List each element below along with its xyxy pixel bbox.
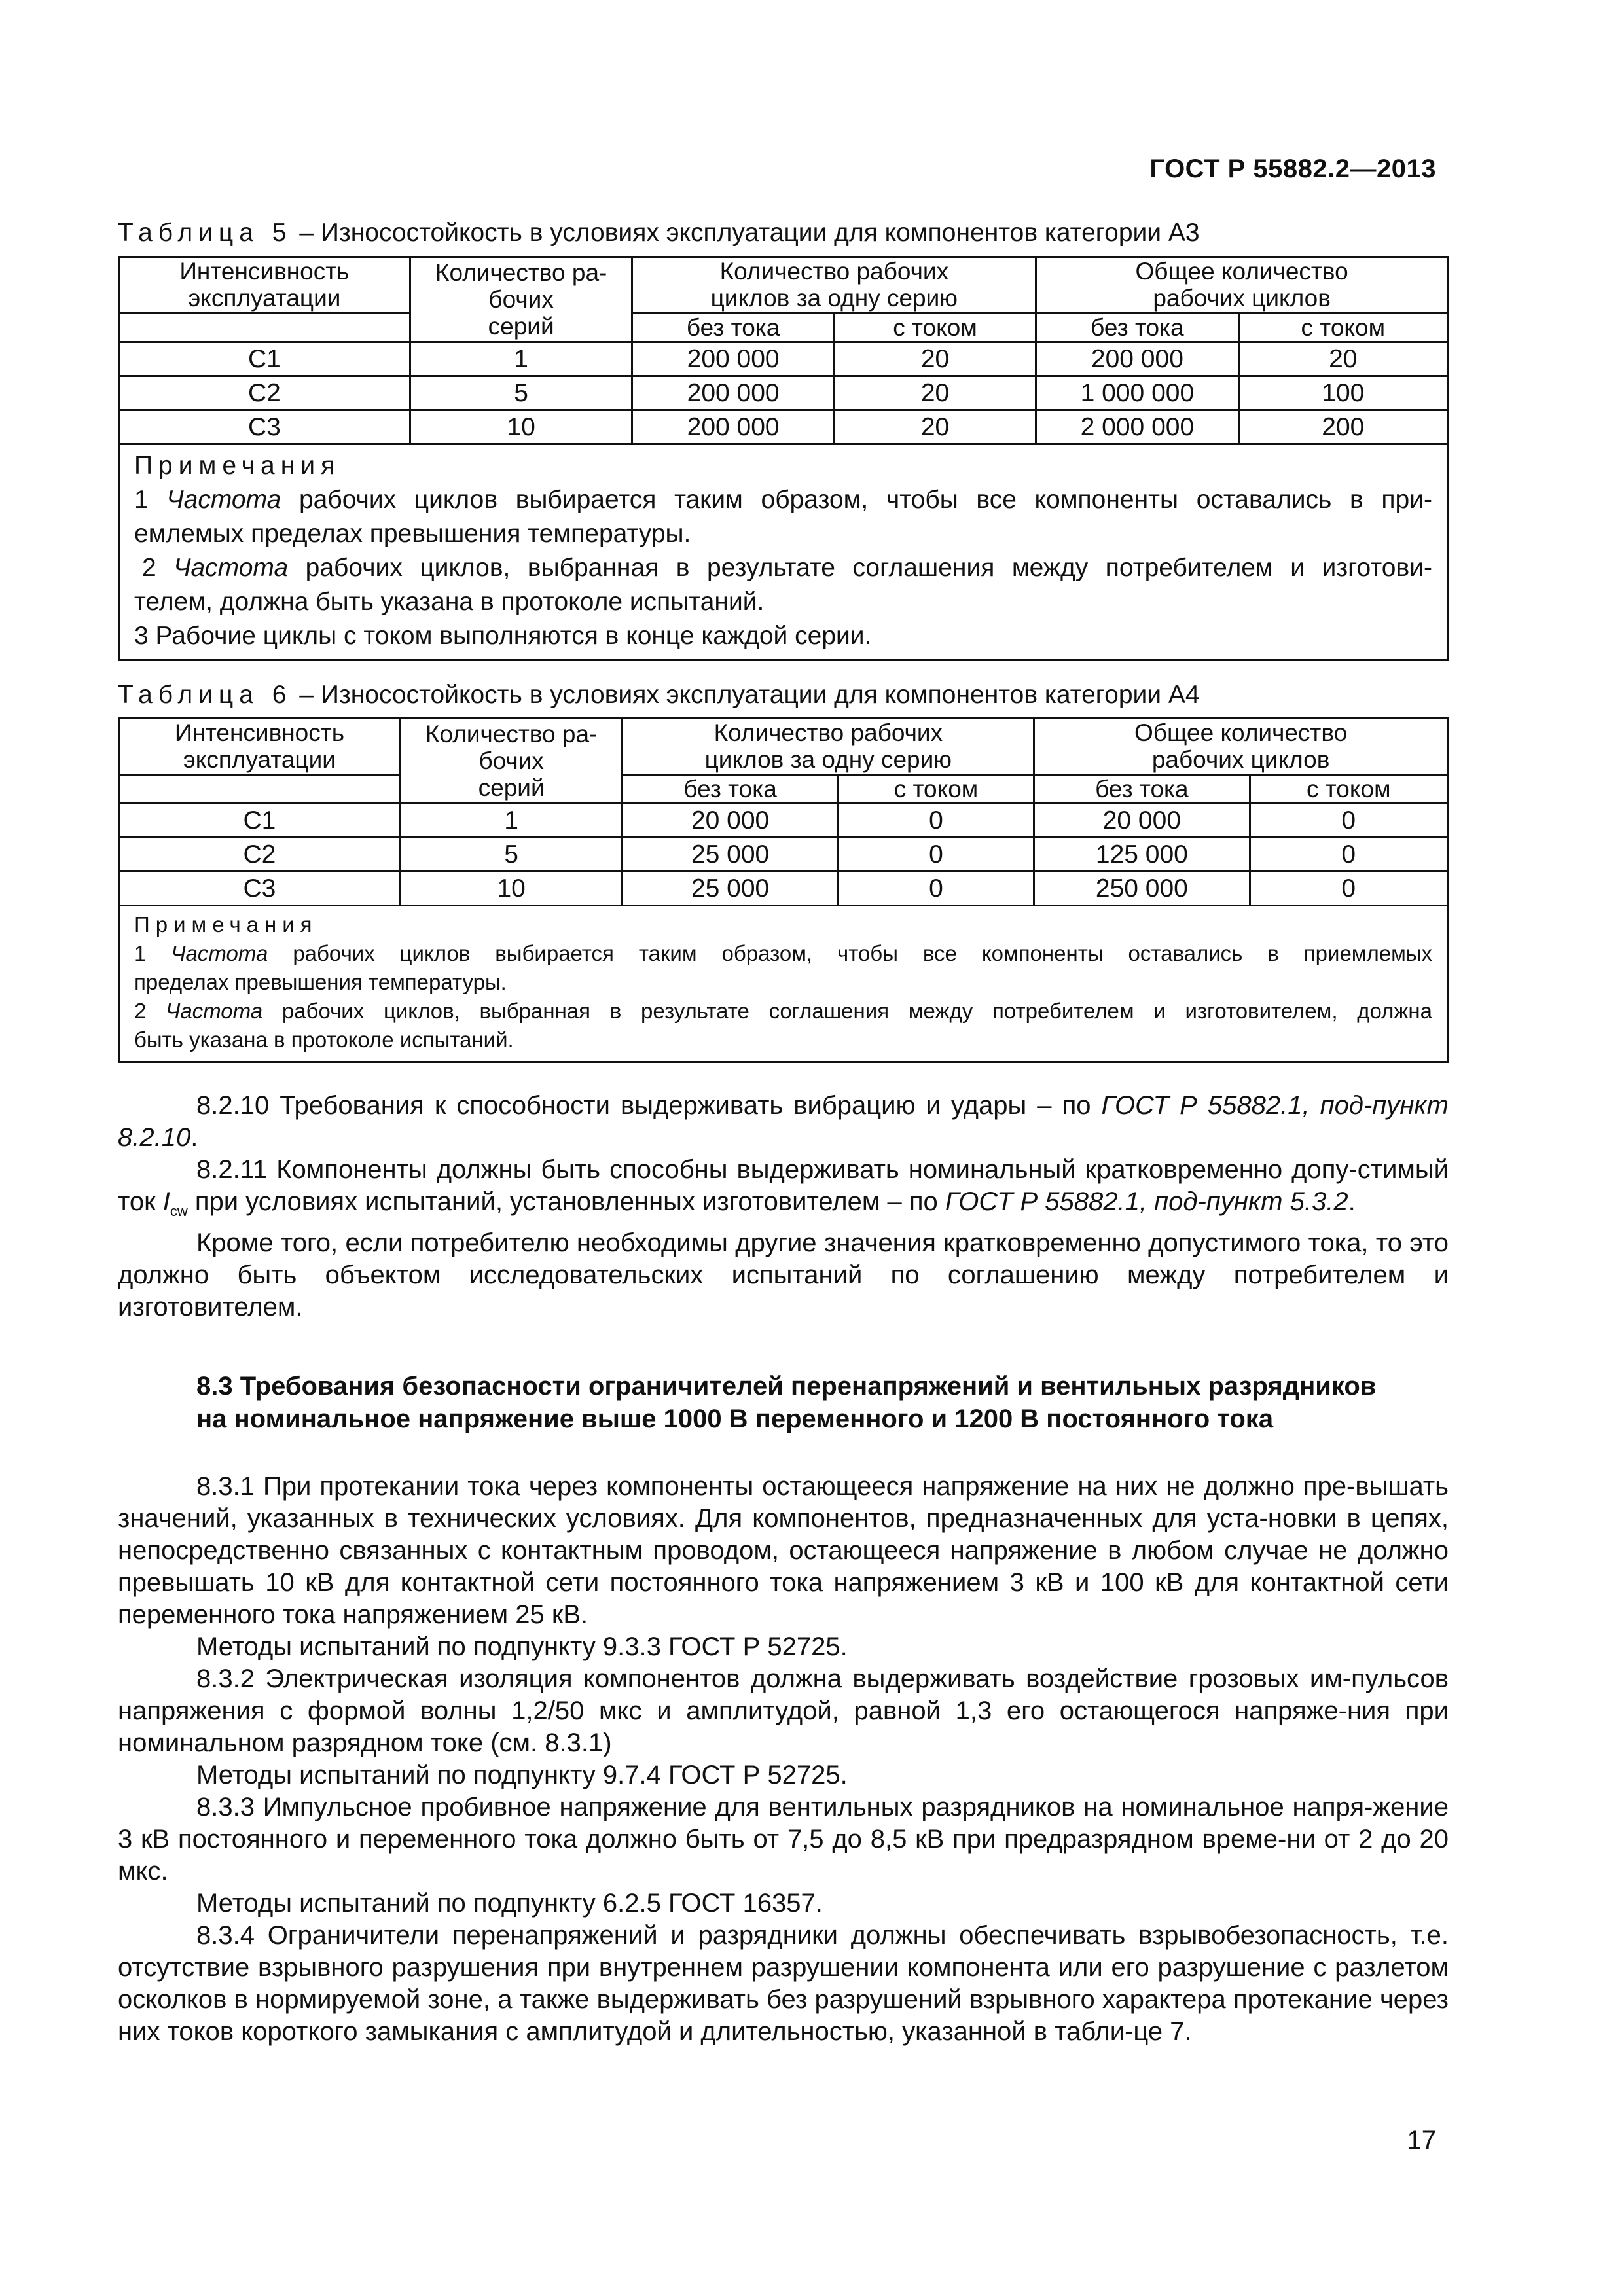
paragraph-text: 8.2.10 Требования к способности выдерживать вибрацию и удары – по <box>196 1091 1102 1120</box>
table6-header-intensity: Интенсивность эксплуатации <box>119 719 401 775</box>
table-row <box>119 804 1448 838</box>
table-cell: С2 <box>119 376 410 410</box>
table-cell: 25 000 <box>623 838 838 872</box>
table-cell: 20 000 <box>1034 804 1250 838</box>
table-cell: 200 000 <box>632 342 834 376</box>
section-8-3-body <box>118 1471 1449 2048</box>
table6 <box>118 717 1449 1063</box>
paragraph-8-3-3-methods: Методы испытаний по подпункту 6.2.5 ГОСТ 16357. <box>196 1889 823 1918</box>
note-2 <box>134 551 1432 585</box>
header-line: Количество ра- <box>425 720 598 747</box>
header-line: бочих <box>478 747 544 774</box>
table-cell: С3 <box>119 410 410 444</box>
standard-reference: ГОСТ Р 55882.1, под-пункт 5.3.2 <box>945 1187 1348 1216</box>
table-cell: 0 <box>838 838 1034 872</box>
header-line: Количество рабочих <box>713 719 943 746</box>
table-cell: 200 000 <box>632 410 834 444</box>
table5-caption-text: – Износостойкость в условиях эксплуатации для компонентов категории А3 <box>299 219 1200 247</box>
section-title-line: 8.3 Требования безопасности ограничителей перенапряжений и вентильных разрядников <box>196 1372 1377 1401</box>
paragraph-8-2-11 <box>118 1154 1449 1227</box>
table5-header-with-current: с током <box>834 313 1036 342</box>
table-cell: 0 <box>838 804 1034 838</box>
page-number: 17 <box>1407 2126 1436 2155</box>
note-number: 2 <box>134 998 147 1023</box>
table6-header-spacer <box>119 774 401 803</box>
note-text: рабочих циклов, выбранная в результате соглашения между потребителем и изготови- <box>305 553 1432 582</box>
paragraph-8-3-1: 8.3.1 При протекании тока через компоненты остающееся напряжение на них не должно пре-вышать значений, указанных в технических условиях. Для компонентов, предназначенных для уста-новки в цепях, непосредственно связанных с контактным проводом, остающееся напряжение в любом случае не должно превышать 10 кВ для контактной сети постоянного тока напряжением 3 кВ и 100 кВ для контактной сети переменного тока напряжением 25 кВ. <box>118 1472 1449 1629</box>
paragraph-8-3-1-methods: Методы испытаний по подпункту 9.3.3 ГОСТ Р 52725. <box>196 1632 848 1661</box>
table-cell: 20 <box>834 342 1036 376</box>
table6-notes <box>119 906 1448 1062</box>
paragraph-text: при условиях испытаний, установленных изготовителем – по <box>187 1187 945 1216</box>
standard-reference: ГОСТ Р 55882.1, под-пункт 8.2.10 <box>118 1091 1449 1152</box>
table-cell: 20 <box>1238 342 1447 376</box>
note-2-cont: быть указана в протоколе испытаний. <box>134 1027 514 1052</box>
table-cell: 20 <box>834 410 1036 444</box>
table-cell: 1 <box>400 804 623 838</box>
table-cell: 0 <box>1250 804 1447 838</box>
header-line: бочих <box>488 285 554 313</box>
table5-header-total-with-current: с током <box>1238 313 1447 342</box>
note-1-cont: пределах превышения температуры. <box>134 970 507 995</box>
table-row <box>119 838 1448 872</box>
section-title-line: на номинальное напряжение выше 1000 В переменного и 1200 В постоянного тока <box>196 1405 1274 1433</box>
table5-caption <box>118 219 1200 247</box>
note-text: рабочих циклов, выбранная в результате соглашения между потребителем и изготовителем, должна <box>281 998 1433 1023</box>
table-cell: 5 <box>410 376 632 410</box>
table-cell: 1 <box>410 342 632 376</box>
table5-notes <box>119 444 1448 660</box>
note-number: 1 <box>134 941 147 966</box>
header-line: циклов за одну серию <box>704 746 952 774</box>
table6-caption <box>118 681 1200 709</box>
paragraph-8-3-4: 8.3.4 Ограничители перенапряжений и разрядники должны обеспечивать взрывобезопасность, т.е. отсутствие взрывного разрушения при внутреннем разрушении компонента или его разрушение с разлетом осколков в нормируемой зоне, а также выдерживать без разрушений взрывного характера протекание через них токов короткого замыкания с амплитудой и длительностью, указанной в табли-це 7. <box>118 1921 1449 2046</box>
header-line: Количество ра- <box>435 259 607 286</box>
table5 <box>118 256 1449 661</box>
header-line: рабочих циклов <box>1151 746 1330 774</box>
table6-header-total-with-current: с током <box>1250 774 1447 803</box>
table-cell: 25 000 <box>623 872 838 906</box>
table-cell: С1 <box>119 342 410 376</box>
note-number: 2 <box>142 553 156 582</box>
paragraph-8-3-2-methods: Методы испытаний по подпункту 9.7.4 ГОСТ Р 52725. <box>196 1761 848 1789</box>
note-1-cont: емлемых пределах превышения температуры. <box>134 520 691 548</box>
document-code: ГОСТ Р 55882.2—2013 <box>1149 154 1436 183</box>
header-line: Количество рабочих <box>719 258 949 285</box>
table6-header-total-no-current: без тока <box>1034 774 1250 803</box>
table6-header-series-count <box>400 719 623 804</box>
header-line: циклов за одну серию <box>710 285 958 312</box>
table-row <box>119 410 1448 444</box>
header-line: рабочих циклов <box>1153 285 1331 312</box>
table-cell: 200 000 <box>632 376 834 410</box>
header-line: серий <box>478 774 545 802</box>
paragraph-end: . <box>190 1123 198 1152</box>
current-symbol-subscript: cw <box>170 1203 188 1219</box>
table-cell: 20 <box>834 376 1036 410</box>
note-2 <box>134 997 1432 1026</box>
note-3: 3 Рабочие циклы с током выполняются в конце каждой серии. <box>134 621 872 650</box>
table-cell: 10 <box>410 410 632 444</box>
table5-header-total-no-current: без тока <box>1036 313 1238 342</box>
current-symbol: I <box>162 1187 170 1216</box>
table-cell: 0 <box>1250 872 1447 906</box>
table6-header-cycles-per-series <box>623 719 1034 775</box>
notes-title-text: Примечания <box>134 452 341 480</box>
table6-header-with-current: с током <box>838 774 1034 803</box>
paragraph-additional: Кроме того, если потребителю необходимы другие значения кратковременно допустимого тока, то это должно быть объектом исследовательских испытаний по соглашению между потребителем и изготовителем. <box>118 1229 1449 1321</box>
table6-header-no-current: без тока <box>623 774 838 803</box>
header-line: серий <box>488 313 554 340</box>
notes-title <box>134 910 1432 939</box>
table5-header-intensity: Интенсивность эксплуатации <box>119 257 410 314</box>
table-cell: С2 <box>119 838 401 872</box>
table-cell: С3 <box>119 872 401 906</box>
table5-header-series-count <box>410 257 632 342</box>
table-cell: 2 000 000 <box>1036 410 1238 444</box>
table-row <box>119 342 1448 376</box>
note-emphasis: Частота <box>171 941 268 966</box>
section-8-2-paragraphs <box>118 1090 1449 1323</box>
notes-title <box>134 449 1432 483</box>
table5-header-cycles-per-series <box>632 257 1036 314</box>
paragraph-8-2-10 <box>118 1090 1449 1154</box>
notes-title-text: Примечания <box>134 912 318 937</box>
note-2-cont: телем, должна быть указана в протоколе испытаний. <box>134 587 765 616</box>
table-cell: 100 <box>1238 376 1447 410</box>
note-emphasis: Частота <box>173 553 289 582</box>
note-number: 1 <box>134 486 149 514</box>
table6-caption-text: – Износостойкость в условиях эксплуатации для компонентов категории А4 <box>299 681 1200 709</box>
table5-header-no-current: без тока <box>632 313 834 342</box>
note-emphasis: Частота <box>166 486 281 514</box>
table-cell: 250 000 <box>1034 872 1250 906</box>
table-cell: 200 <box>1238 410 1447 444</box>
table5-header-spacer <box>119 313 410 342</box>
table-cell: 10 <box>400 872 623 906</box>
table-cell: С1 <box>119 804 401 838</box>
paragraph-text: 8.2.11 Компоненты должны быть способны выдерживать номинальный кратковременно допу-стимый ток <box>118 1155 1449 1216</box>
note-text: рабочих циклов выбирается таким образом, чтобы все компоненты оставались в при- <box>298 486 1432 514</box>
paragraph-end: . <box>1348 1187 1356 1216</box>
section-8-3-title <box>196 1370 1449 1435</box>
table-row <box>119 376 1448 410</box>
header-line: Общее количество <box>1134 719 1348 746</box>
table-cell: 200 000 <box>1036 342 1238 376</box>
table5-header-total-cycles <box>1036 257 1448 314</box>
header-line: Общее количество <box>1135 258 1348 285</box>
paragraph-8-3-3: 8.3.3 Импульсное пробивное напряжение для вентильных разрядников на номинальное напря-жение 3 кВ постоянного и переменного тока должно быть от 7,5 до 8,5 кВ при предразрядном време-ни от 2 до 20 мкс. <box>118 1793 1449 1886</box>
note-1 <box>134 939 1432 968</box>
table-cell: 20 000 <box>623 804 838 838</box>
note-1 <box>134 483 1432 517</box>
table-cell: 0 <box>1250 838 1447 872</box>
table-row <box>119 872 1448 906</box>
table-cell: 5 <box>400 838 623 872</box>
table6-header-total-cycles <box>1034 719 1448 775</box>
note-text: рабочих циклов выбирается таким образом, чтобы все компоненты оставались в приемлемых <box>293 941 1433 966</box>
table-cell: 1 000 000 <box>1036 376 1238 410</box>
paragraph-8-3-2: 8.3.2 Электрическая изоляция компонентов должна выдерживать воздействие грозовых им-пульсов напряжения с формой волны 1,2/50 мкс и амплитудой, равной 1,3 его остающегося напряже-ния при номинальном разрядном токе (см. 8.3.1) <box>118 1664 1449 1757</box>
table5-caption-label: Таблица 5 <box>118 219 293 247</box>
table6-caption-label: Таблица 6 <box>118 681 293 709</box>
table-cell: 125 000 <box>1034 838 1250 872</box>
table-cell: 0 <box>838 872 1034 906</box>
note-emphasis: Частота <box>166 998 263 1023</box>
